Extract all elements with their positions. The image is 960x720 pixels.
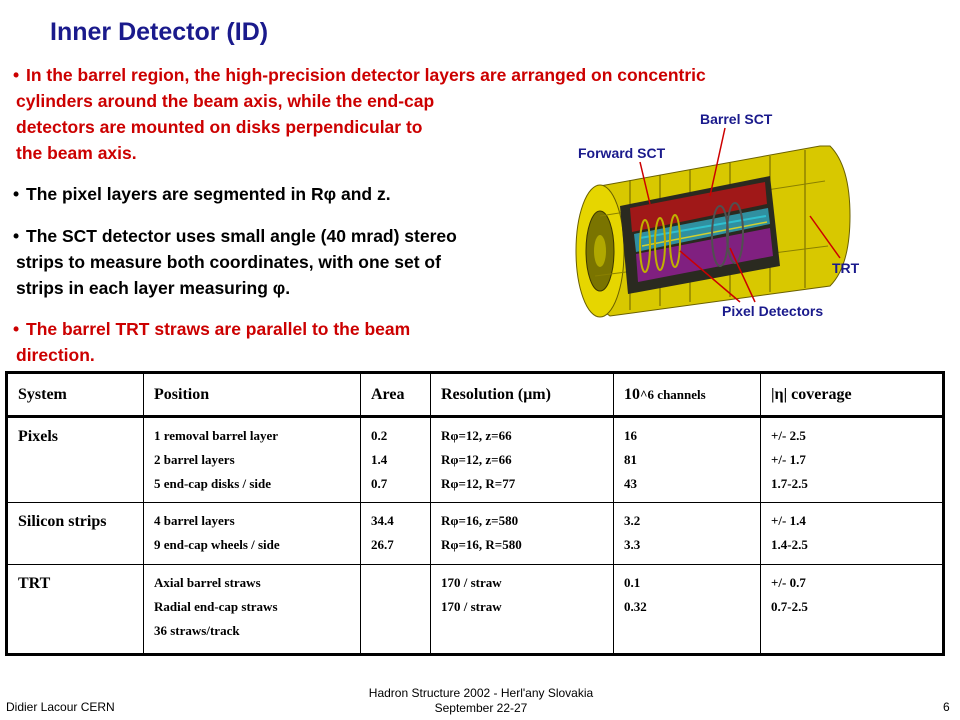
- table-header-row: [7, 373, 944, 417]
- cell-position: [144, 565, 361, 655]
- bullet-line: detectors are mounted on disks perpendicular to: [16, 117, 423, 137]
- cell-system: Pixels: [7, 417, 144, 503]
- cell-line: 0.2: [371, 428, 388, 443]
- cell-coverage: [761, 417, 944, 503]
- cell-line: Axial barrel straws: [154, 575, 261, 590]
- cell-line: 2 barrel layers: [154, 452, 235, 467]
- cell-system: TRT: [7, 565, 144, 655]
- bullet-sct-detector: [13, 223, 457, 301]
- header-area: Area: [361, 373, 431, 417]
- cell-coverage: [761, 503, 944, 565]
- footer-page-number: 6: [943, 700, 950, 714]
- cell-area: [361, 503, 431, 565]
- cell-position: [144, 417, 361, 503]
- bullet-line: the beam axis.: [16, 143, 137, 163]
- cell-position: [144, 503, 361, 565]
- label-trt: TRT: [832, 260, 860, 276]
- bullet-line: direction.: [16, 345, 95, 365]
- cell-line: 170 / straw: [441, 599, 502, 614]
- bullet-dot: •: [13, 65, 20, 85]
- header-system: System: [7, 373, 144, 417]
- header-coverage: |η| coverage: [761, 373, 944, 417]
- cell-line: Rφ=12, R=77: [441, 476, 516, 491]
- cell-line: +/- 1.7: [771, 452, 806, 467]
- cell-system: Silicon strips: [7, 503, 144, 565]
- bullet-line: strips in each layer measuring φ.: [16, 278, 291, 298]
- cell-line: 170 / straw: [441, 575, 502, 590]
- cell-line: Rφ=12, z=66: [441, 428, 512, 443]
- label-pixel-detectors: Pixel Detectors: [722, 303, 824, 319]
- footer-conference-name: Hadron Structure 2002 - Herl'any Slovakia: [368, 686, 594, 700]
- table-row: [7, 565, 944, 655]
- cell-channels: [614, 503, 761, 565]
- header-resolution: Resolution (μm): [431, 373, 614, 417]
- cell-line: 9 end-cap wheels / side: [154, 537, 280, 552]
- cell-coverage: [761, 565, 944, 655]
- cell-channels: [614, 417, 761, 503]
- cell-line: 3.2: [624, 513, 641, 528]
- bullet-dot: •: [13, 319, 20, 339]
- bullet-dot: •: [13, 184, 20, 204]
- cell-line: 0.32: [624, 599, 647, 614]
- cell-line: 0.1: [624, 575, 641, 590]
- table-row: [7, 417, 944, 503]
- bullet-dot: •: [13, 226, 20, 246]
- bullet-line: The pixel layers are segmented in Rφ and z.: [26, 184, 391, 204]
- cell-line: 1.4-2.5: [771, 537, 808, 552]
- cell-area: [361, 417, 431, 503]
- slide-title: Inner Detector (ID): [50, 18, 269, 46]
- cell-resolution: [431, 565, 614, 655]
- cell-line: 43: [624, 476, 637, 491]
- bullet-trt-straws: [13, 316, 411, 368]
- bullet-pixel-layers: [13, 181, 391, 207]
- cell-channels: [614, 565, 761, 655]
- bullet-line: cylinders around the beam axis, while the end-cap: [16, 91, 435, 111]
- header-channels: [614, 373, 761, 417]
- bullet-line: The SCT detector uses small angle (40 mrad) stereo: [26, 226, 457, 246]
- cell-line: 1.7-2.5: [771, 476, 808, 491]
- cell-resolution: [431, 503, 614, 565]
- inner-detector-diagram: [570, 96, 870, 324]
- footer-conference-date: September 22-27: [434, 701, 528, 715]
- bullet-line: strips to measure both coordinates, with one set of: [16, 252, 441, 272]
- label-forward-sct: Forward SCT: [578, 145, 666, 161]
- header-channels-unit: ^6 channels: [640, 386, 706, 402]
- cell-line: 26.7: [371, 537, 394, 552]
- cell-resolution: [431, 417, 614, 503]
- cell-line: 36 straws/track: [154, 623, 240, 638]
- cell-line: 4 barrel layers: [154, 513, 235, 528]
- cell-line: Rφ=16, R=580: [441, 537, 522, 552]
- cell-line: 3.3: [624, 537, 641, 552]
- footer-author: Didier Lacour CERN: [6, 700, 115, 714]
- label-barrel-sct: Barrel SCT: [700, 111, 773, 127]
- table-row: [7, 503, 944, 565]
- cell-line: 34.4: [371, 513, 394, 528]
- cell-area: [361, 565, 431, 655]
- cell-line: Rφ=12, z=66: [441, 452, 512, 467]
- header-channels-main: 10: [624, 385, 640, 403]
- header-position: Position: [144, 373, 361, 417]
- cell-line: +/- 2.5: [771, 428, 806, 443]
- cell-line: +/- 0.7: [771, 575, 806, 590]
- cell-line: 81: [624, 452, 637, 467]
- cell-line: 0.7: [371, 476, 388, 491]
- cell-line: Radial end-cap straws: [154, 599, 278, 614]
- bullet-line: The barrel TRT straws are parallel to the beam: [26, 319, 411, 339]
- cell-line: 1.4: [371, 452, 388, 467]
- cell-line: Rφ=16, z=580: [441, 513, 519, 528]
- cell-line: 0.7-2.5: [771, 599, 808, 614]
- cell-line: 16: [624, 428, 637, 443]
- id-specification-table: [5, 371, 945, 656]
- footer-conference: [320, 686, 642, 716]
- cell-line: +/- 1.4: [771, 513, 806, 528]
- cell-line: 5 end-cap disks / side: [154, 476, 272, 491]
- bullet-line: In the barrel region, the high-precision detector layers are arranged on concentric: [26, 65, 706, 85]
- cell-line: 1 removal barrel layer: [154, 428, 279, 443]
- detector-cylinder: [576, 146, 850, 317]
